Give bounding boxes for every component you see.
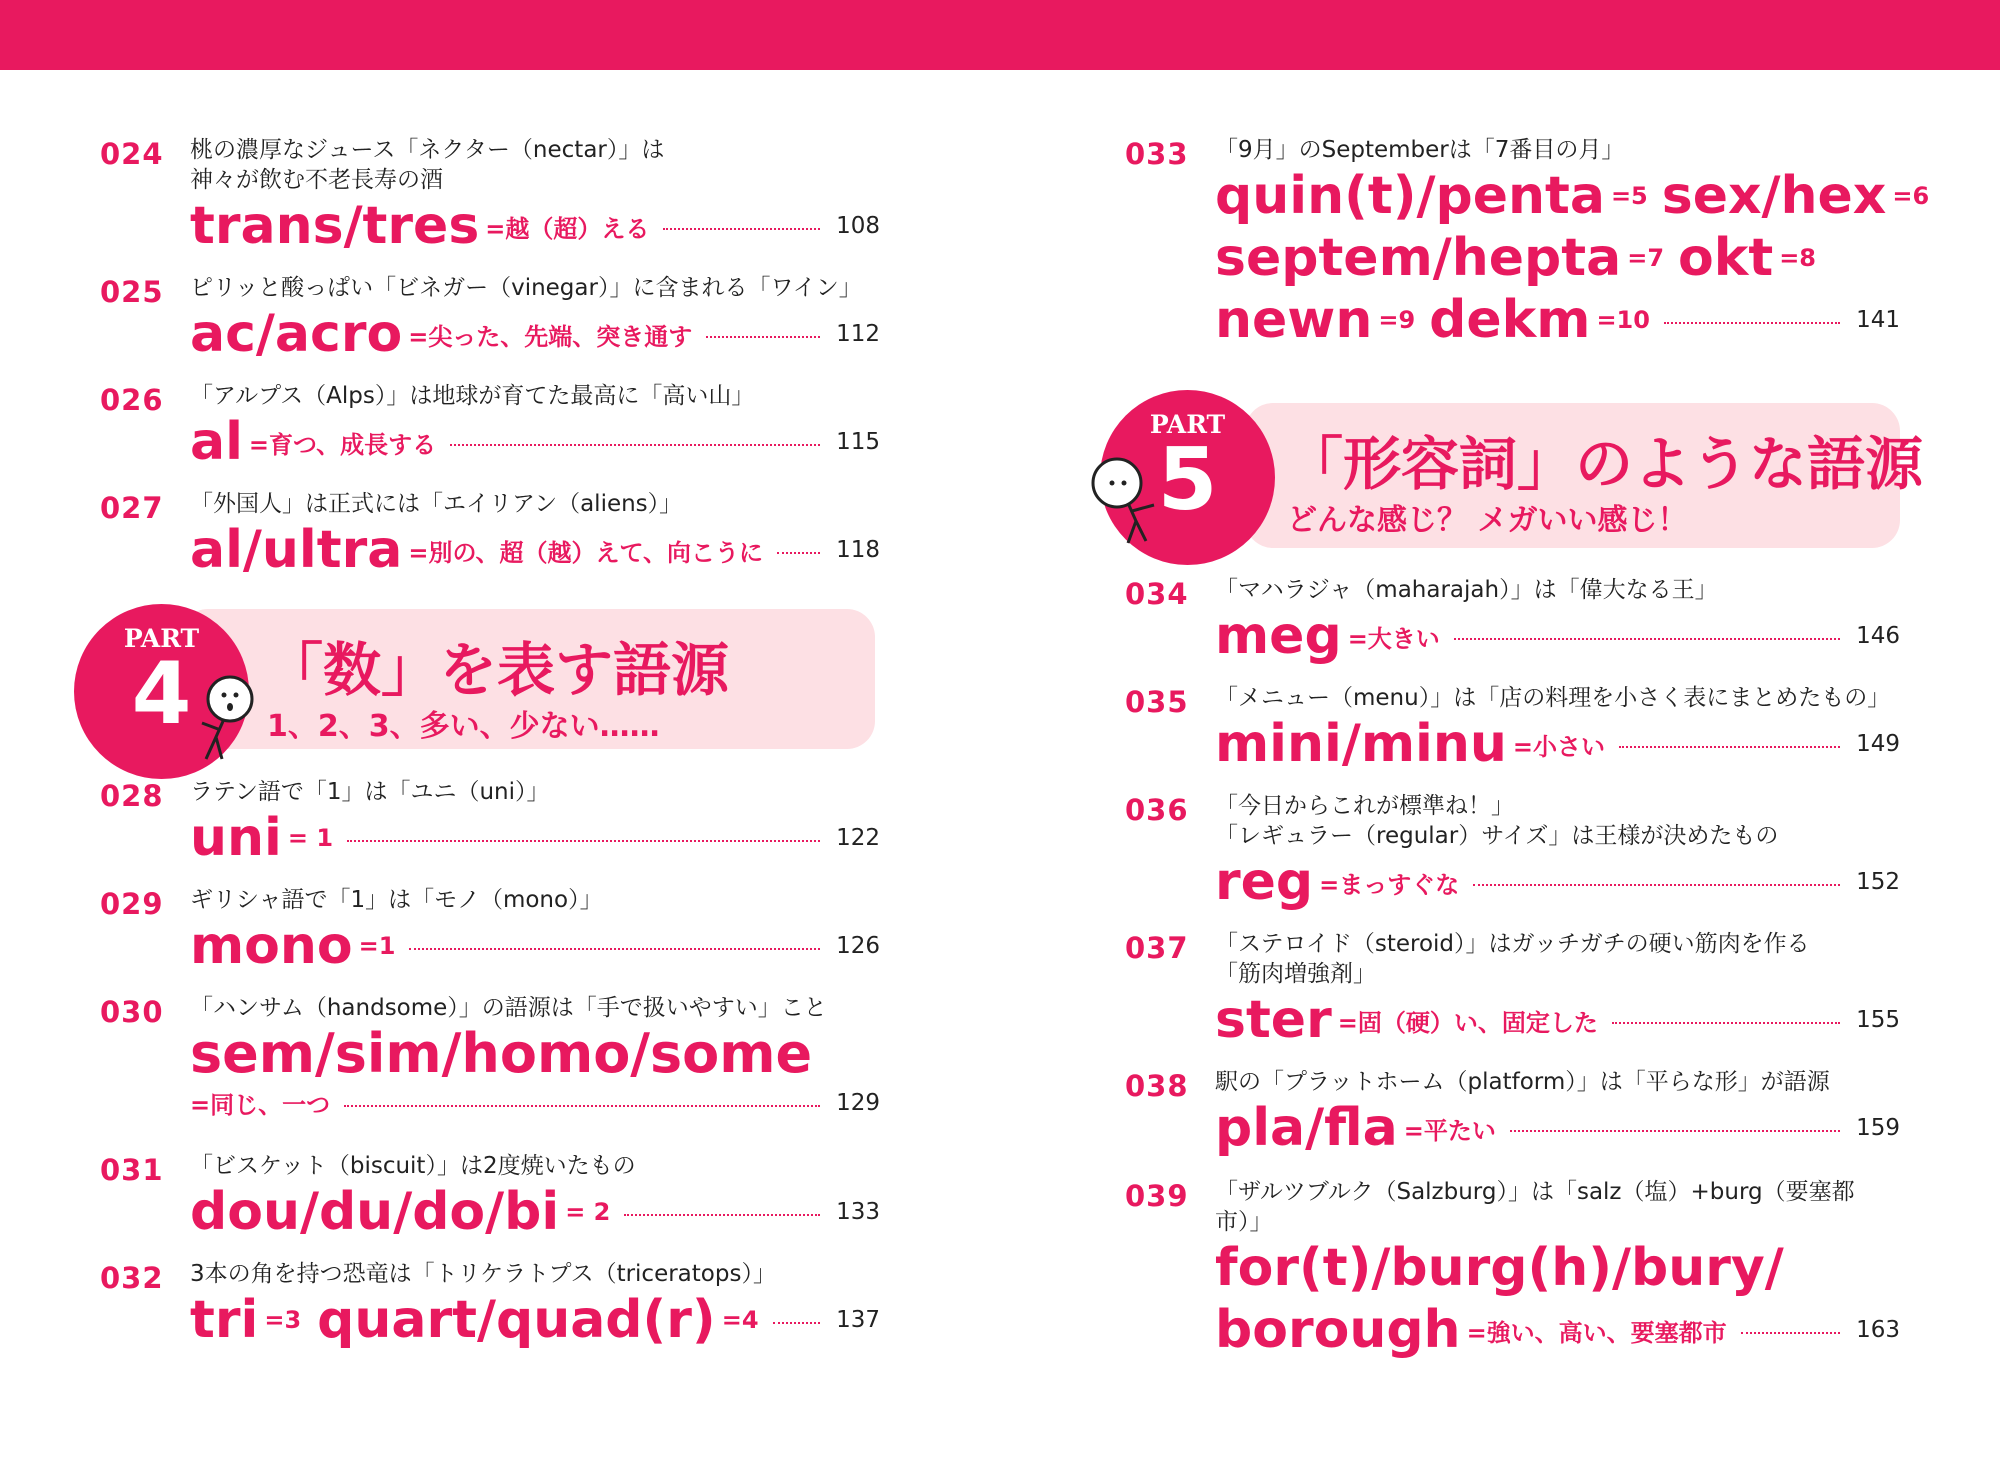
root-word: for(t)/burg(h)/bury/ <box>1215 1238 1784 1298</box>
root-meaning: =8 <box>1779 244 1816 272</box>
entry-034[interactable] <box>1125 575 1900 683</box>
entry-038[interactable] <box>1125 1067 1900 1177</box>
page-number: 152 <box>1856 869 1900 895</box>
part-title: 「形容詞」のような語源 <box>1285 430 1924 498</box>
root-word: borough <box>1215 1300 1461 1360</box>
leader-dots <box>1454 638 1840 640</box>
leader-dots <box>773 1322 820 1324</box>
entry-number: 038 <box>1125 1069 1189 1103</box>
part-4-header[interactable] <box>100 609 880 777</box>
page-number: 137 <box>836 1307 880 1333</box>
entry-description: 「マハラジャ（maharajah）」は「偉大なる王」 <box>1215 577 1718 603</box>
entry-description: ラテン語で「1」は「ユニ（uni）」 <box>190 779 550 805</box>
root-meaning: =育つ、成長する <box>248 430 437 459</box>
page-number: 133 <box>836 1199 880 1225</box>
root-word: quin(t)/penta <box>1215 166 1605 226</box>
entry-037[interactable] <box>1125 929 1900 1067</box>
root-meaning: =5 <box>1610 182 1648 210</box>
right-column <box>1125 135 1930 1360</box>
entry-number: 027 <box>100 491 164 525</box>
root-meaning: =強い、高い、要塞都市 <box>1466 1318 1727 1347</box>
root-meaning: =同じ、一つ <box>190 1091 331 1119</box>
root-word: pla/fla <box>1215 1098 1398 1158</box>
entry-description: 「ザルツブルク（Salzburg）」は「salz（塩）+burg（要塞都市）」 <box>1215 1179 1855 1235</box>
page-number: 115 <box>836 429 880 455</box>
entry-027[interactable] <box>100 489 880 609</box>
entry-number: 037 <box>1125 931 1189 965</box>
entry-description: 「レギュラー（regular）サイズ」は王様が決めたもの <box>1215 823 1779 849</box>
root-meaning: =10 <box>1596 306 1650 334</box>
entry-description: 3本の角を持つ恐竜は「トリケラトプス（triceratops）」 <box>190 1261 776 1287</box>
entry-033[interactable] <box>1125 135 1930 403</box>
leader-dots <box>1473 884 1840 886</box>
page-number: 159 <box>1856 1115 1900 1141</box>
root-meaning: =平たい <box>1403 1116 1496 1145</box>
root-word: meg <box>1215 606 1342 666</box>
entry-number: 032 <box>100 1261 164 1295</box>
leader-dots <box>1612 1022 1840 1024</box>
root-word: newn <box>1215 290 1373 350</box>
root-word: ster <box>1215 990 1332 1050</box>
page-number: 108 <box>836 213 880 239</box>
entry-description: 「ステロイド（steroid）」はガッチガチの硬い筋肉を作る <box>1215 931 1810 957</box>
entry-description: 駅の「プラットホーム（platform）」は「平らな形」が語源 <box>1215 1069 1830 1095</box>
page-number: 118 <box>836 537 880 563</box>
root-meaning: =7 <box>1627 244 1665 272</box>
entry-number: 034 <box>1125 577 1189 611</box>
top-accent-bar <box>0 0 2000 70</box>
root-word: al <box>190 412 243 472</box>
page-number: 149 <box>1856 731 1900 757</box>
entry-025[interactable] <box>100 273 880 381</box>
leader-dots <box>1741 1332 1840 1334</box>
leader-dots <box>777 552 820 554</box>
entry-description: ピリッと酸っぱい「ビネガー（vinegar）」に含まれる「ワイン」 <box>190 275 862 301</box>
root-meaning: =大きい <box>1347 624 1440 653</box>
leader-dots <box>624 1214 820 1216</box>
page-number: 141 <box>1856 307 1900 333</box>
leader-dots <box>450 444 820 446</box>
entry-number: 026 <box>100 383 164 417</box>
page-number: 112 <box>836 321 880 347</box>
root-meaning: =3 <box>264 1306 302 1334</box>
leader-dots <box>663 228 820 230</box>
entry-number: 035 <box>1125 685 1189 719</box>
root-word: sex/hex <box>1661 166 1887 226</box>
entry-024[interactable] <box>100 135 880 273</box>
entry-031[interactable] <box>100 1151 880 1259</box>
root-word: septem/hepta <box>1215 228 1622 288</box>
root-word: quart/quad(r) <box>317 1290 716 1350</box>
entry-description: 「メニュー（menu）」は「店の料理を小さく表にまとめたもの」 <box>1215 685 1891 711</box>
entry-035[interactable] <box>1125 683 1900 791</box>
leader-dots <box>1664 322 1840 324</box>
entry-number: 036 <box>1125 793 1189 827</box>
leader-dots <box>409 948 820 950</box>
root-meaning: =まっすぐな <box>1319 870 1460 899</box>
page-number: 122 <box>836 825 880 851</box>
entry-description: 「今日からこれが標準ね！」 <box>1215 793 1514 819</box>
left-column <box>100 135 880 1367</box>
leader-dots <box>1510 1130 1840 1132</box>
root-word: dekm <box>1429 290 1591 350</box>
entry-description: 「アルプス（Alps）」は地球が育てた最高に「高い山」 <box>190 383 755 409</box>
entry-description: 神々が飲む不老長寿の酒 <box>190 167 443 193</box>
mascot-icon <box>1082 451 1172 551</box>
root-meaning: = 2 <box>565 1198 611 1226</box>
root-word: mono <box>190 916 353 976</box>
part-title: 「数」を表す語源 <box>265 636 730 704</box>
root-meaning: =4 <box>721 1306 759 1334</box>
entry-number: 024 <box>100 137 164 171</box>
entry-036[interactable] <box>1125 791 1900 929</box>
page-number: 163 <box>1856 1317 1900 1343</box>
part-label: PART <box>1149 410 1226 439</box>
part-subtitle: どんな感じ？ メガいい感じ！ <box>1287 503 1688 538</box>
root-word: tri <box>190 1290 259 1350</box>
root-meaning: =小さい <box>1512 732 1605 761</box>
part-5-header[interactable] <box>1125 403 1924 575</box>
root-word: mini/minu <box>1215 714 1507 774</box>
root-word: dou/du/do/bi <box>190 1182 560 1242</box>
entry-032[interactable] <box>100 1259 880 1367</box>
entry-description: 「筋肉増強剤」 <box>1215 961 1376 987</box>
part-label: PART <box>123 624 200 653</box>
page-number: 126 <box>836 933 880 959</box>
root-word: okt <box>1678 228 1774 288</box>
entry-description: 桃の濃厚なジュース「ネクター（nectar）」は <box>190 137 665 163</box>
leader-dots <box>347 840 820 842</box>
entry-description: 「外国人」は正式には「エイリアン（aliens）」 <box>190 491 683 517</box>
entry-number: 025 <box>100 275 164 309</box>
leader-dots <box>344 1105 820 1107</box>
root-meaning: =別の、超（越）えて、向こうに <box>408 538 764 567</box>
root-meaning: =越（超）える <box>485 214 650 243</box>
root-word: ac/acro <box>190 304 403 364</box>
entry-number: 033 <box>1125 137 1189 171</box>
root-word: sem/sim/homo/some <box>190 1022 813 1085</box>
part-number: 4 <box>131 644 192 744</box>
page-number: 129 <box>836 1089 880 1116</box>
part-subtitle: 1、2、3、多い、少ない…… <box>267 709 660 744</box>
root-meaning: =1 <box>358 932 396 960</box>
root-word: reg <box>1215 852 1314 912</box>
entry-description: 「ハンサム（handsome）」の語源は「手で扱いやすい」こと <box>190 995 827 1021</box>
root-meaning: =9 <box>1378 306 1416 334</box>
root-meaning: =6 <box>1892 182 1930 210</box>
page-number: 155 <box>1856 1007 1900 1033</box>
mascot-icon <box>188 667 268 767</box>
page-number: 146 <box>1856 623 1900 649</box>
entry-028[interactable] <box>100 777 880 885</box>
root-word: uni <box>190 808 282 868</box>
entry-number: 028 <box>100 779 164 813</box>
entry-039[interactable] <box>1125 1177 1900 1360</box>
entry-number: 030 <box>100 995 164 1029</box>
entry-description: 「ビスケット（biscuit）」は2度焼いたもの <box>190 1153 636 1179</box>
root-meaning: =固（硬）い、固定した <box>1337 1008 1598 1037</box>
root-meaning: = 1 <box>287 824 334 852</box>
entry-030[interactable] <box>100 993 880 1151</box>
root-word: trans/tres <box>190 196 480 256</box>
entry-026[interactable] <box>100 381 880 489</box>
entry-029[interactable] <box>100 885 880 993</box>
part-number: 5 <box>1157 430 1218 530</box>
entry-number: 031 <box>100 1153 164 1187</box>
root-meaning: =尖った、先端、突き通す <box>408 322 693 351</box>
entry-description: 「9月」のSeptemberは「7番目の月」 <box>1215 137 1625 163</box>
leader-dots <box>1619 746 1840 748</box>
entry-description: ギリシャ語で「1」は「モノ（mono）」 <box>190 887 603 913</box>
root-word: al/ultra <box>190 520 403 580</box>
entry-number: 029 <box>100 887 164 921</box>
entry-number: 039 <box>1125 1179 1189 1213</box>
leader-dots <box>706 336 820 338</box>
